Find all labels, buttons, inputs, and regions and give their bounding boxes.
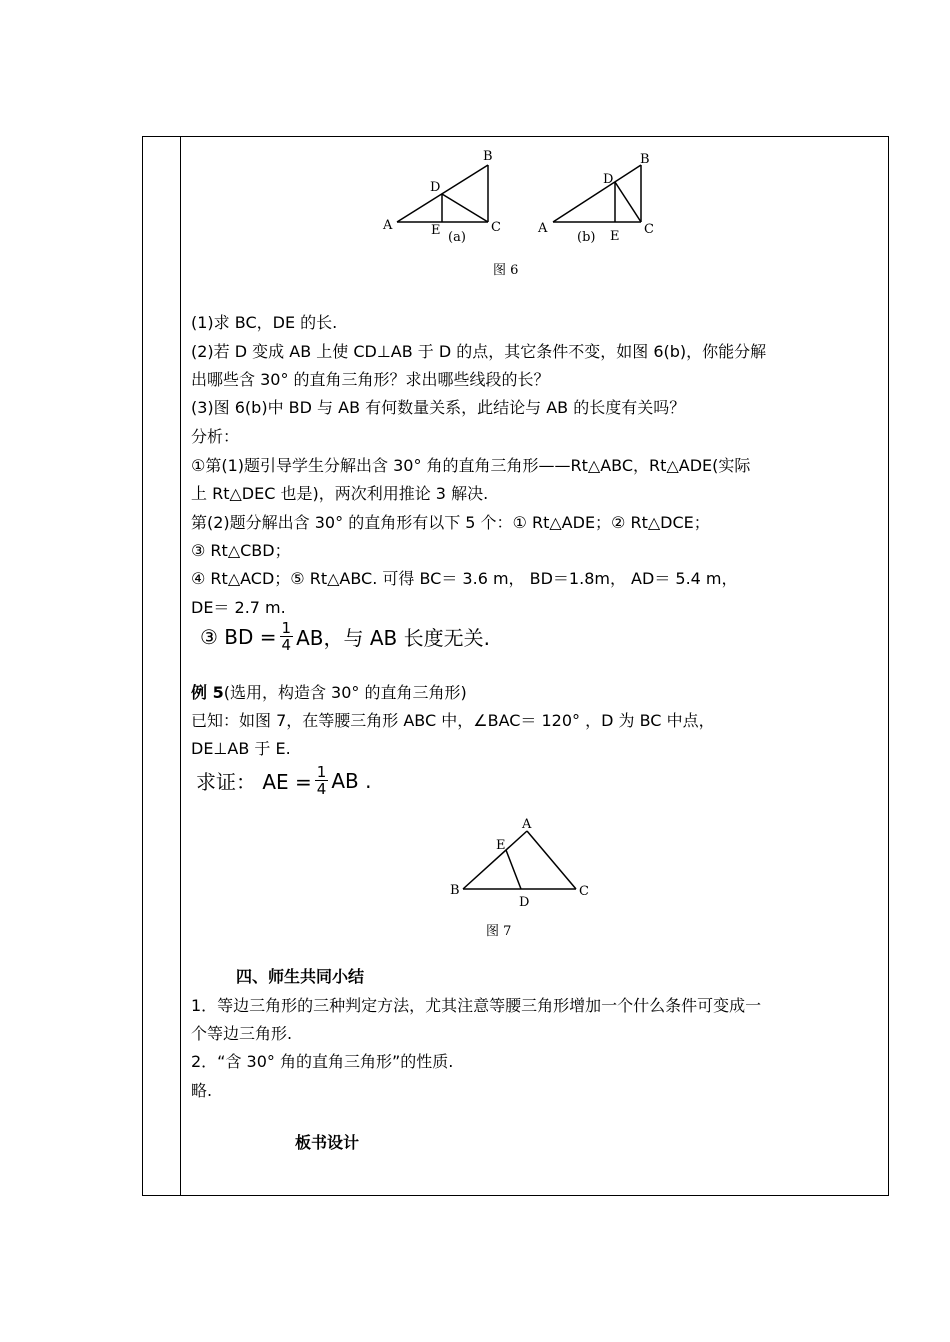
analysis-label: 分析： — [191, 427, 240, 446]
analysis-1-line-2: 上 Rt△DEC 也是)，两次利用推论 3 解决. — [191, 484, 489, 503]
formula-bd-fraction — [280, 620, 294, 653]
fig6b-point-e: E — [610, 229, 620, 244]
figure-7 — [445, 815, 605, 945]
fig6b-point-c: C — [644, 222, 654, 237]
fig6a-point-d: D — [430, 180, 441, 195]
fig7-caption: 图 7 — [486, 924, 512, 939]
question-3: (3)图 6(b)中 BD 与 AB 有何数量关系，此结论与 AB 的长度有关吗？ — [191, 398, 686, 417]
fig6a-point-e: E — [431, 223, 441, 238]
formula-bd-denominator: 4 — [281, 636, 292, 654]
analysis-2-line-3: ④ Rt△ACD；⑤ Rt△ABC. 可得 BC＝ 3.6 m， BD＝1.8m， AD＝ 5.4 m， — [191, 569, 738, 588]
fig7-point-c: C — [579, 884, 589, 899]
fig7-point-e: E — [496, 838, 506, 853]
formula-bd — [200, 620, 490, 653]
fig6a-label: (a) — [448, 230, 466, 245]
fig6a-point-a: A — [383, 218, 393, 233]
analysis-1-line-1: ①第(1)题引导学生分解出含 30° 角的直角三角形——Rt△ABC，Rt△ADE(实际 — [191, 456, 751, 475]
question-1: (1)求 BC，DE 的长. — [191, 313, 338, 332]
formula-ae-prefix: 求证： AE = — [196, 770, 312, 794]
formula-ae-suffix: AB . — [331, 768, 372, 793]
summary-1-line-1: 1．等边三角形的三种判定方法，尤其注意等腰三角形增加一个什么条件可变成一 — [191, 996, 762, 1015]
fig7-point-b: B — [450, 883, 460, 898]
board-design-heading: 板书设计 — [295, 1133, 360, 1152]
fig6a-point-b: B — [483, 149, 493, 164]
formula-bd-suffix: AB，与 AB 长度无关. — [296, 626, 490, 650]
fig6b-point-d: D — [603, 172, 614, 187]
given-line-1: 已知：如图 7，在等腰三角形 ABC 中，∠BAC＝ 120° ，D 为 BC 中点， — [191, 711, 715, 730]
example-5-label: 例 5 — [191, 683, 224, 702]
analysis-2-line-4: DE＝ 2.7 m. — [191, 598, 286, 617]
section-4-title: 四、师生共同小结 — [236, 967, 365, 986]
example-5-note: (选用，构造含 30° 的直角三角形) — [223, 683, 467, 702]
summary-1-line-2: 个等边三角形. — [191, 1024, 293, 1043]
table-column-divider — [180, 136, 181, 1196]
formula-ae-fraction — [315, 764, 329, 797]
question-2-line-2: 出哪些含 30° 的直角三角形？求出哪些线段的长？ — [191, 370, 550, 389]
formula-bd-numerator: 1 — [281, 619, 292, 637]
formula-ae — [196, 764, 371, 797]
given-line-2: DE⊥AB 于 E. — [191, 739, 291, 758]
fig7-point-a: A — [522, 817, 532, 832]
fig6b-point-b: B — [640, 152, 650, 167]
formula-ae-numerator: 1 — [316, 763, 327, 781]
formula-bd-prefix: ③ BD = — [200, 624, 277, 649]
fig7-point-d: D — [519, 895, 530, 910]
question-2-line-1: (2)若 D 变成 AB 上使 CD⊥AB 于 D 的点，其它条件不变，如图 6(b)，你能分解 — [191, 342, 767, 361]
omitted-note: 略. — [191, 1081, 213, 1100]
fig6b-label: (b) — [577, 230, 596, 245]
fig6-caption: 图 6 — [493, 263, 519, 278]
figure-6 — [375, 145, 675, 285]
example-5-heading — [191, 678, 881, 707]
fig6a-point-c: C — [491, 220, 501, 235]
analysis-2-line-1: 第(2)题分解出含 30° 的直角形有以下 5 个：① Rt△ADE；② Rt△DCE； — [191, 513, 710, 532]
summary-2: 2．“含 30° 角的直角三角形”的性质. — [191, 1052, 454, 1071]
fig6b-point-a: A — [538, 221, 548, 236]
analysis-2-line-2: ③ Rt△CBD； — [191, 541, 291, 560]
formula-ae-denominator: 4 — [316, 780, 327, 798]
